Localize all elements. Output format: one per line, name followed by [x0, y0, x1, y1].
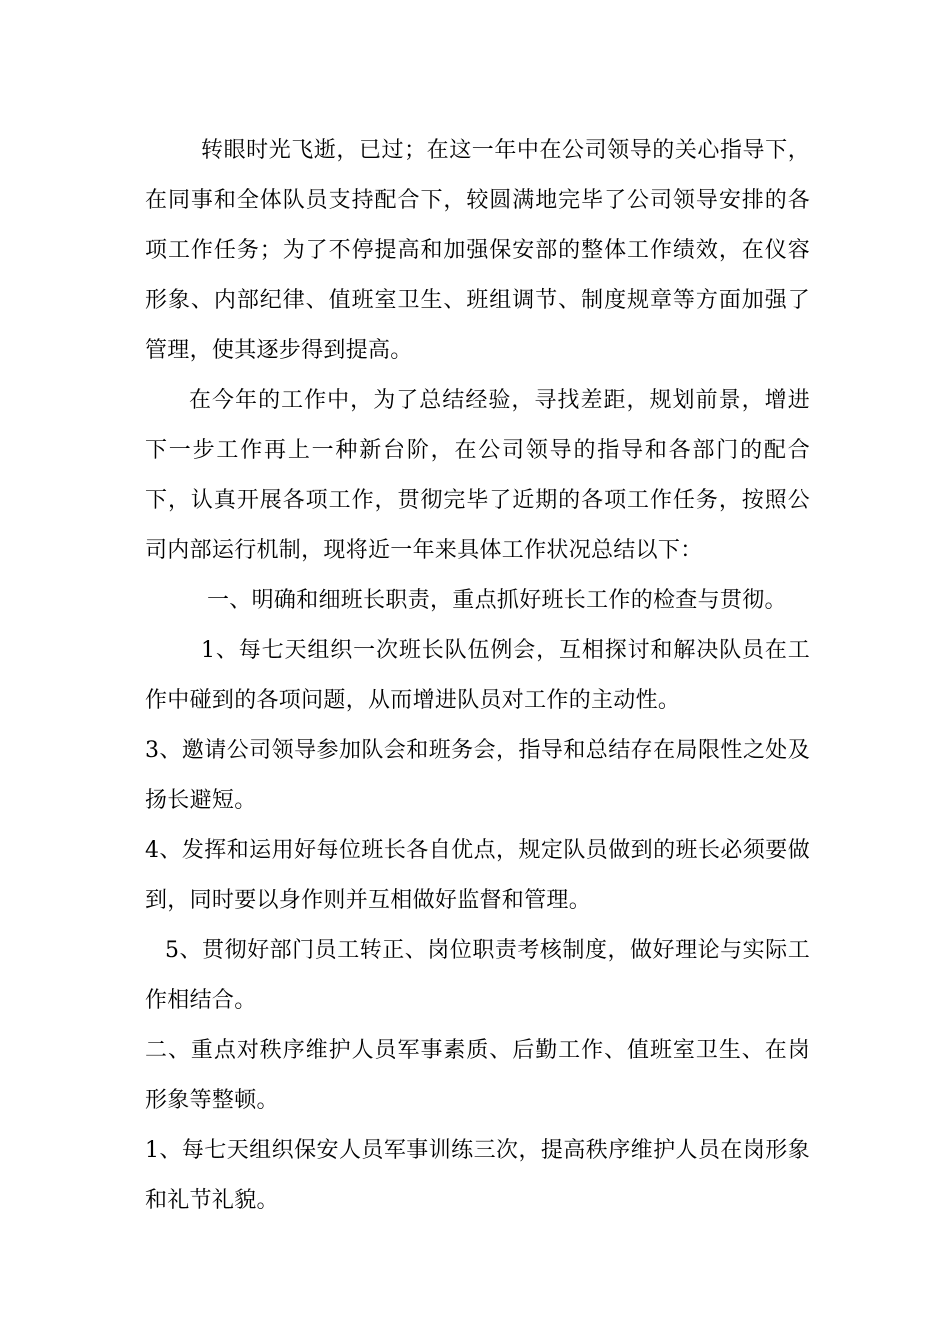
list-item-1-4: 4、发挥和运用好每位班长各自优点，规定队员做到的班长必须要做到，同时要以身作则并互相做好监督和管理。: [145, 838, 810, 913]
list-item-1-1: 1、每七天组织一次班长队伍例会，互相探讨和解决队员在工作中碰到的各项问题，从而增进队员对工作的主动性。: [145, 638, 810, 713]
section-heading-2: 二、重点对秩序维护人员军事素质、后勤工作、值班室卫生、在岗形象等整顿。: [145, 1038, 810, 1113]
document-body: [145, 126, 810, 1226]
paragraph-overview: 在今年的工作中，为了总结经验，寻找差距，规划前景，增进下一步工作再上一种新台阶，在公司领导的指导和各部门的配合下，认真开展各项工作，贯彻完毕了近期的各项工作任务，按照公司内部运行机制，现将近一年来具体工作状况总结以下：: [145, 388, 810, 563]
list-item-1-5: 5、贯彻好部门员工转正、岗位职责考核制度，做好理论与实际工作相结合。: [145, 938, 810, 1013]
paragraph-intro: 转眼时光飞逝，已过；在这一年中在公司领导的关心指导下，在同事和全体队员支持配合下，较圆满地完毕了公司领导安排的各项工作任务；为了不停提高和加强保安部的整体工作绩效，在仪容形象、内部纪律、值班室卫生、班组调节、制度规章等方面加强了管理，使其逐步得到提高。: [145, 138, 810, 363]
list-item-2-1: 1、每七天组织保安人员军事训练三次，提高秩序维护人员在岗形象和礼节礼貌。: [145, 1138, 810, 1213]
list-item-1-3: 3、邀请公司领导参加队会和班务会，指导和总结存在局限性之处及扬长避短。: [145, 738, 810, 813]
section-heading-1: 一、明确和细班长职责，重点抓好班长工作的检查与贯彻。: [207, 588, 787, 613]
